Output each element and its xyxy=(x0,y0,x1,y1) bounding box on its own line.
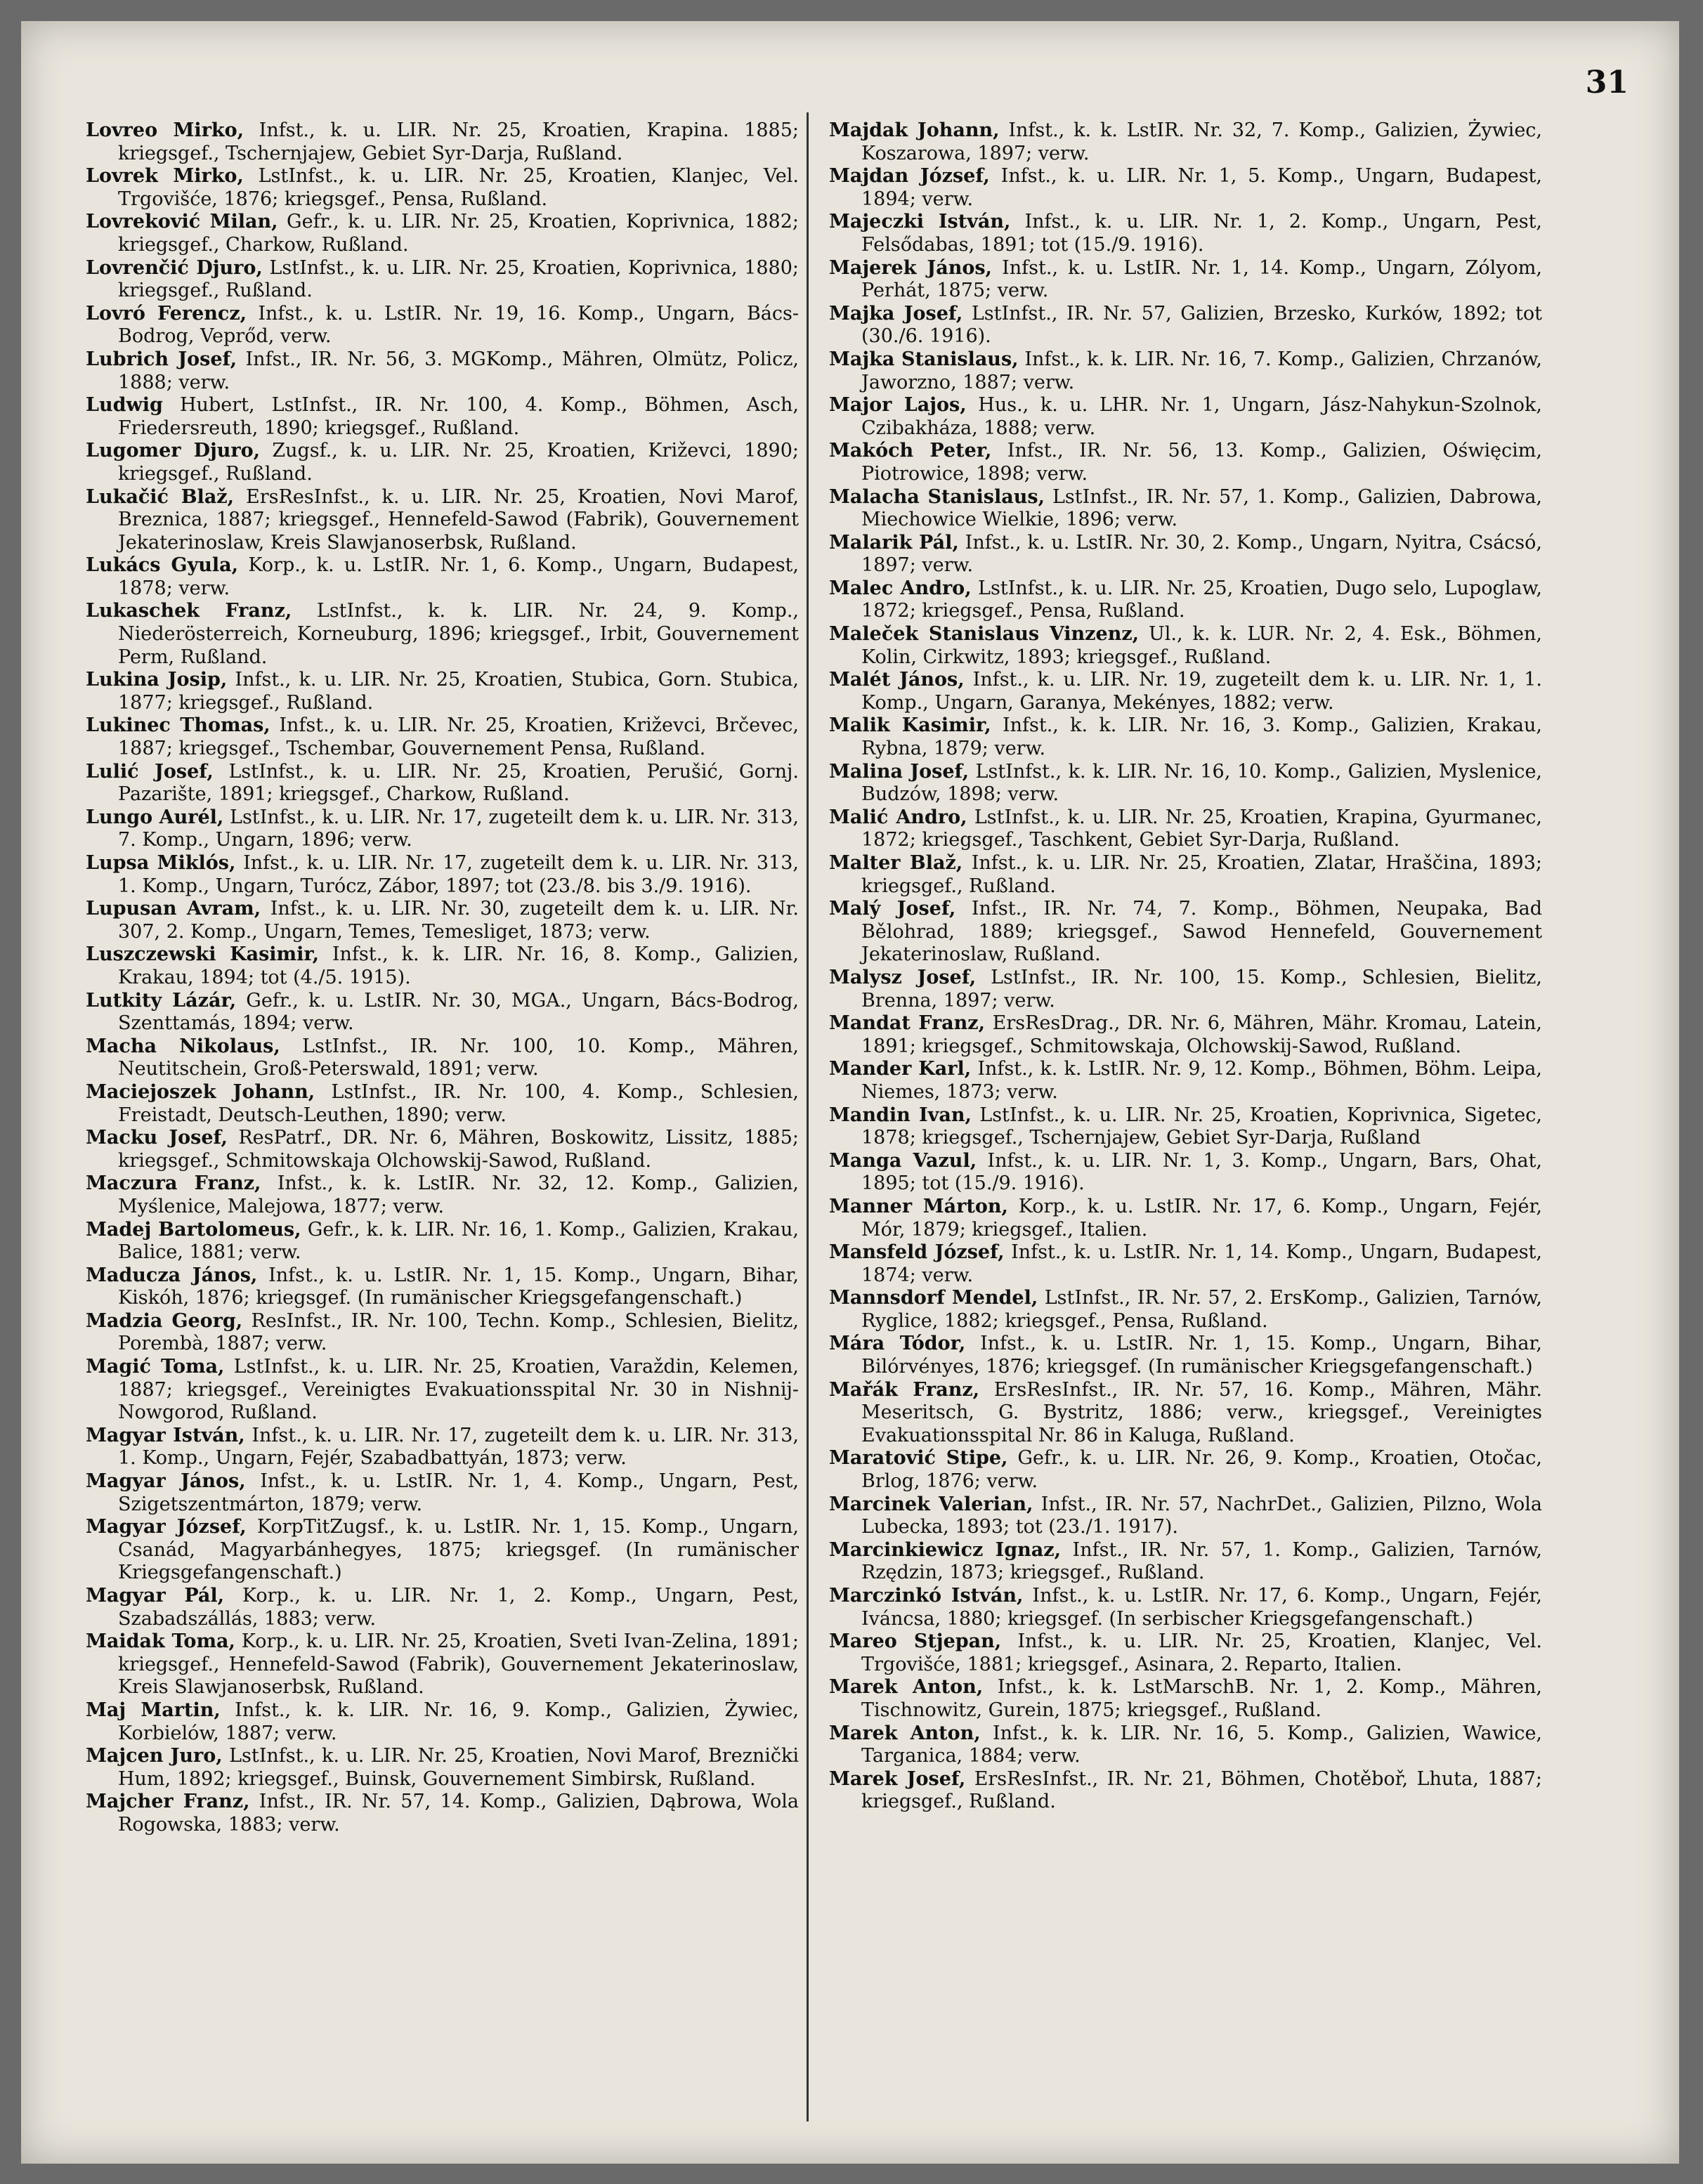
entry-details: Infst., k. k. LIR. Nr. 16, 5. Komp., Galizien, Wawice, Targanica, 1884; verw. xyxy=(861,1722,1543,1767)
register-entry xyxy=(829,1447,1542,1493)
entry-name: Mandin Ivan, xyxy=(829,1104,972,1126)
entry-name: Lukačić Blaž, xyxy=(86,485,235,508)
register-entry xyxy=(829,967,1542,1012)
entry-details: Infst., k. k. LstMarschB. Nr. 1, 2. Komp., Mähren, Tischnowitz, Gurein, 1875; kriegsgef., Rußland. xyxy=(861,1676,1542,1721)
entry-name: Ludwig xyxy=(86,394,163,417)
entry-name: Malec Andro, xyxy=(829,577,972,599)
register-entry xyxy=(829,440,1542,485)
register-entry xyxy=(86,1219,799,1264)
entry-details: Gefr., k. u. LIR. Nr. 25, Kroatien, Koprivnica, 1882; kriegsgef., Charkow, Rußland. xyxy=(118,211,799,256)
entry-details: Infst., k. u. LIR. Nr. 17, zugeteilt dem k. u. LIR. Nr. 313, 1. Komp., Ungarn, Fejér, Szabadbattyán, 1873; verw. xyxy=(118,1424,799,1470)
entry-name: Marek Anton, xyxy=(829,1722,981,1744)
register-entry xyxy=(829,1630,1542,1676)
register-entry xyxy=(829,1722,1542,1768)
entry-details: LstInfst., k. u. LIR. Nr. 25, Kroatien, Dugo selo, Lupoglaw, 1872; kriegsgef., Pensa, Rußland. xyxy=(861,577,1542,622)
entry-name: Lovrenčić Djuro, xyxy=(86,256,263,279)
register-entry xyxy=(86,761,799,806)
entry-details: Infst., k. u. LIR. Nr. 19, zugeteilt dem k. u. LIR. Nr. 1, 1. Komp., Ungarn, Garanya, Mekényes, 1882; verw. xyxy=(861,669,1542,714)
entry-name: Majeczki István, xyxy=(829,211,1011,233)
entry-name: Magyar Pál, xyxy=(86,1585,225,1607)
register-entry xyxy=(86,1081,799,1127)
entry-details: LstInfst., k. u. LIR. Nr. 25, Kroatien, Koprivnica, 1880; kriegsgef., Rußland. xyxy=(118,256,800,302)
entry-name: Makóch Peter, xyxy=(829,440,992,462)
entry-details: Infst., IR. Nr. 57, 1. Komp., Galizien, Tarnów, Rzędzin, 1873; kriegsgef., Rußland. xyxy=(861,1538,1542,1584)
entry-details: Ul., k. k. LUR. Nr. 2, 4. Esk., Böhmen, Kolin, Cirkwitz, 1893; kriegsgef., Rußland. xyxy=(861,623,1543,668)
register-entry xyxy=(86,257,799,303)
register-entry xyxy=(829,1333,1542,1378)
register-entry xyxy=(86,486,799,555)
register-entry xyxy=(86,165,799,211)
entry-details: Infst., IR. Nr. 57, NachrDet., Galizien, Pilzno, Wola Lubecka, 1893; tot (23./1. 1917). xyxy=(861,1493,1542,1538)
register-entry xyxy=(829,623,1542,669)
entry-name: Major Lajos, xyxy=(829,394,967,417)
entry-name: Majka Stanislaus, xyxy=(829,348,1019,370)
entry-name: Lulić Josef, xyxy=(86,760,214,783)
register-entry xyxy=(829,852,1542,898)
entry-name: Mára Tódor, xyxy=(829,1333,966,1355)
entry-details: ErsResInfst., IR. Nr. 21, Böhmen, Chotěboř, Lhuta, 1887; kriegsgef., Rußland. xyxy=(861,1767,1542,1813)
entry-details: LstInfst., k. u. LIR. Nr. 17, zugeteilt dem k. u. LIR. Nr. 313, 7. Komp., Ungarn, 1896; verw. xyxy=(118,806,800,851)
entry-details: Infst., k. u. LIR. Nr. 25, Kroatien, Krapina. 1885; kriegsgef., Tschernjajew, Gebiet Syr-Darja, Rußland. xyxy=(118,119,799,164)
entry-details: ErsResInfst., k. u. LIR. Nr. 25, Kroatien, Novi Marof, Breznica, 1887; kriegsgef., Hennefeld-Sawod (Fabrik), Gouvernement Jekaterinoslaw, Kreis Slawjanoserbsk, Rußland. xyxy=(118,485,799,554)
register-entry xyxy=(86,1630,799,1699)
register-entry xyxy=(829,714,1542,760)
entry-name: Lugomer Djuro, xyxy=(86,440,261,462)
entry-details: ErsResInfst., IR. Nr. 57, 16. Komp., Mähren, Mähr. Meseritsch, G. Bystritz, 1886; verw., kriegsgef., Vereinigtes Evakuationsspital Nr. 86 in Kaluga, Rußland. xyxy=(861,1378,1542,1446)
entry-name: Malić Andro, xyxy=(829,806,967,828)
entry-name: Lutkity Lázár, xyxy=(86,989,237,1012)
entry-details: Infst., k. k. LIR. Nr. 16, 3. Komp., Galizien, Krakau, Rybna, 1879; verw. xyxy=(861,714,1542,760)
entry-details: LstInfst., k. u. LIR. Nr. 25, Kroatien, Koprivnica, Sigetec, 1878; kriegsgef., Tschernjajew, Gebiet Syr-Darja, Rußland xyxy=(861,1104,1542,1149)
entry-details: Infst., k. k. LIR. Nr. 16, 8. Komp., Galizien, Krakau, 1894; tot (4./5. 1915). xyxy=(118,943,800,988)
register-entry xyxy=(86,1356,799,1425)
register-entry xyxy=(829,1585,1542,1630)
entry-details: Infst., k. u. LIR. Nr. 25, Kroatien, Klanjec, Vel. Trgovišće, 1881; kriegsgef., Asinara, 2. Reparto, Italien. xyxy=(861,1630,1542,1675)
register-entry xyxy=(86,669,799,714)
entry-details: LstInfst., k. u. LIR. Nr. 25, Kroatien, Krapina, Gyurmanec, 1872; kriegsgef., Taschkent, Gebiet Syr-Darja, Rußland. xyxy=(861,806,1542,851)
column-divider xyxy=(807,112,809,2121)
entry-details: Infst., k. u. LIR. Nr. 25, Kroatien, Stubica, Gorn. Stubica, 1877; kriegsgef., Rußland. xyxy=(118,669,800,714)
register-entry xyxy=(829,119,1542,165)
register-entry xyxy=(86,394,799,440)
entry-details: Infst., k. k. LstIR. Nr. 32, 12. Komp., Galizien, Myślenice, Malejowa, 1877; verw. xyxy=(118,1172,799,1217)
entry-name: Lungo Aurél, xyxy=(86,806,224,828)
entry-name: Malý Josef, xyxy=(829,898,956,920)
register-entry xyxy=(829,1768,1542,1814)
entry-name: Maleček Stanislaus Vinzenz, xyxy=(829,623,1140,646)
register-entry xyxy=(86,1699,799,1745)
entry-details: Korp., k. u. LstIR. Nr. 1, 6. Komp., Ungarn, Budapest, 1878; verw. xyxy=(118,554,799,599)
entry-details: Infst., k. u. LstIR. Nr. 1, 14. Komp., Ungarn, Zólyom, Perhát, 1875; verw. xyxy=(861,256,1542,302)
entry-details: Infst., k. u. LIR. Nr. 1, 3. Komp., Ungarn, Bars, Ohat, 1895; tot (15./9. 1916). xyxy=(861,1149,1542,1195)
register-entry xyxy=(86,1035,799,1081)
register-entry xyxy=(829,898,1542,967)
register-entry xyxy=(86,898,799,943)
entry-details: Infst., k. u. LstIR. Nr. 1, 4. Komp., Ungarn, Pest, Szigetszentmárton, 1879; verw. xyxy=(118,1470,799,1515)
entry-name: Mareo Stjepan, xyxy=(829,1630,1002,1653)
entry-details: Infst., k. u. LIR. Nr. 30, zugeteilt dem k. u. LIR. Nr. 307, 2. Komp., Ungarn, Temes, Temesliget, 1873; verw. xyxy=(118,898,799,943)
entry-name: Lukina Josip, xyxy=(86,669,228,691)
register-entry xyxy=(86,806,799,852)
entry-name: Mansfeld József, xyxy=(829,1241,1005,1264)
entry-name: Lovrek Mirko, xyxy=(86,165,244,188)
entry-details: ResPatrf., DR. Nr. 6, Mähren, Boskowitz, Lissitz, 1885; kriegsgef., Schmitowskaja Olchowskij-Sawod, Rußland. xyxy=(118,1127,799,1172)
left-column xyxy=(86,119,799,1837)
entry-details: Infst., k. k. LstIR. Nr. 32, 7. Komp., Galizien, Żywiec, Koszarowa, 1897; verw. xyxy=(861,119,1543,164)
entry-name: Lovreković Milan, xyxy=(86,211,278,233)
register-entry xyxy=(86,990,799,1035)
entry-name: Malacha Stanislaus, xyxy=(829,485,1045,508)
entry-details: Hus., k. u. LHR. Nr. 1, Ungarn, Jász-Nahykun-Szolnok, Czibakháza, 1888; verw. xyxy=(861,394,1542,439)
entry-details: Infst., k. u. LIR. Nr. 25, Kroatien, Zlatar, Hraščina, 1893; kriegsgef., Rußland. xyxy=(861,852,1542,897)
entry-name: Majdan József, xyxy=(829,165,990,188)
entry-name: Luszczewski Kasimir, xyxy=(86,943,320,966)
entry-details: Infst., k. u. LstIR. Nr. 19, 16. Komp., Ungarn, Bács-Bodrog, Veprőd, verw. xyxy=(118,302,799,348)
register-entry xyxy=(829,1150,1542,1196)
entry-name: Marcinek Valerian, xyxy=(829,1493,1033,1515)
entry-name: Majcen Juro, xyxy=(86,1745,223,1767)
entry-name: Malét János, xyxy=(829,669,965,691)
entry-details: Infst., k. k. LIR. Nr. 16, 9. Komp., Galizien, Żywiec, Korbielów, 1887; verw. xyxy=(118,1699,799,1744)
entry-details: Infst., k. u. LstIR. Nr. 1, 15. Komp., Ungarn, Bihar, Kiskóh, 1876; kriegsgef. (In rumänischer Kriegsgefangenschaft.) xyxy=(118,1264,799,1309)
entry-details: Infst., IR. Nr. 57, 14. Komp., Galizien, Dąbrowa, Wola Rogowska, 1883; verw. xyxy=(118,1791,799,1836)
entry-name: Magić Toma, xyxy=(86,1356,225,1378)
entry-details: Hubert, LstInfst., IR. Nr. 100, 4. Komp., Böhmen, Asch, Friedersreuth, 1890; kriegsgef., Rußland. xyxy=(118,394,799,439)
entry-name: Macha Nikolaus, xyxy=(86,1035,280,1057)
register-entry xyxy=(86,554,799,600)
entry-details: LstInfst., IR. Nr. 100, 15. Komp., Schlesien, Bielitz, Brenna, 1897; verw. xyxy=(861,966,1542,1012)
register-entry xyxy=(829,761,1542,806)
entry-details: Infst., k. u. LstIR. Nr. 1, 15. Komp., Ungarn, Bihar, Bilórvényes, 1876; kriegsgef. (In rumänischer Kriegsgefangenschaft.) xyxy=(861,1333,1542,1378)
entry-details: ErsResDrag., DR. Nr. 6, Mähren, Mähr. Kromau, Latein, 1891; kriegsgef., Schmitowskaja, Olchowskij-Sawod, Rußland. xyxy=(861,1012,1542,1057)
entry-details: Infst., k. u. LIR. Nr. 25, Kroatien, Križevci, Brčevec, 1887; kriegsgef., Tschembar, Gouvernement Pensa, Rußland. xyxy=(118,714,799,760)
entry-details: Infst., k. u. LIR. Nr. 17, zugeteilt dem k. u. LIR. Nr. 313, 1. Komp., Ungarn, Turócz, Zábor, 1897; tot (23./8. bis 3./9. 1916). xyxy=(118,852,799,897)
register-entry xyxy=(86,1791,799,1836)
entry-name: Maducza János, xyxy=(86,1264,258,1286)
register-entry xyxy=(829,486,1542,532)
entry-name: Malarik Pál, xyxy=(829,531,959,554)
register-entry xyxy=(86,1310,799,1356)
entry-name: Macku Josef, xyxy=(86,1127,228,1149)
register-entry xyxy=(829,1196,1542,1241)
entry-name: Lubrich Josef, xyxy=(86,348,237,370)
register-entry xyxy=(829,1104,1542,1150)
entry-name: Manga Vazul, xyxy=(829,1149,977,1172)
entry-name: Mandat Franz, xyxy=(829,1012,986,1035)
register-entry xyxy=(86,1172,799,1218)
entry-details: Infst., k. u. LstIR. Nr. 30, 2. Komp., Ungarn, Nyitra, Csácsó, 1897; verw. xyxy=(861,531,1542,577)
register-entry xyxy=(829,1287,1542,1333)
register-entry xyxy=(829,669,1542,714)
entry-name: Maciejoszek Johann, xyxy=(86,1080,315,1103)
entry-details: LstInfst., IR. Nr. 57, 1. Komp., Galizien, Dabrowa, Miechowice Wielkie, 1896; verw. xyxy=(861,485,1542,531)
register-entry xyxy=(86,348,799,394)
entry-name: Majerek János, xyxy=(829,256,992,279)
entry-name: Magyar József, xyxy=(86,1516,247,1538)
register-entry xyxy=(829,1241,1542,1287)
entry-name: Majcher Franz, xyxy=(86,1791,250,1813)
entry-name: Lukaschek Franz, xyxy=(86,600,292,622)
register-entry xyxy=(86,211,799,256)
entry-details: Infst., k. u. LstIR. Nr. 1, 14. Komp., Ungarn, Budapest, 1874; verw. xyxy=(861,1241,1542,1286)
entry-details: ResInfst., IR. Nr. 100, Techn. Komp., Schlesien, Bielitz, Porembà, 1887; verw. xyxy=(118,1309,799,1355)
entry-details: LstInfst., k. u. LIR. Nr. 25, Kroatien, Klanjec, Vel. Trgovišće, 1876; kriegsgef., Pensa, Rußland. xyxy=(118,165,799,210)
register-entry xyxy=(86,852,799,898)
entry-details: Zugsf., k. u. LIR. Nr. 25, Kroatien, Križevci, 1890; kriegsgef., Rußland. xyxy=(118,440,799,485)
entry-details: LstInfst., k. k. LIR. Nr. 24, 9. Komp., Niederösterreich, Korneuburg, 1896; kriegsgef., Irbit, Gouvernement Perm, Rußland. xyxy=(118,600,799,668)
register-entry xyxy=(86,1516,799,1585)
entry-details: LstInfst., k. u. LIR. Nr. 25, Kroatien, Perušić, Gornj. Pazarište, 1891; kriegsgef., Charkow, Rußland. xyxy=(118,760,799,806)
register-entry xyxy=(829,1379,1542,1448)
register-entry xyxy=(829,1493,1542,1539)
entry-name: Maj Martin, xyxy=(86,1699,221,1721)
entry-name: Mannsdorf Mendel, xyxy=(829,1287,1038,1309)
register-entry xyxy=(86,1425,799,1470)
entry-details: Infst., k. u. LstIR. Nr. 17, 6. Komp., Ungarn, Fejér, Iváncsa, 1880; kriegsgef. (In serbischer Kriegsgefangenschaft.) xyxy=(861,1585,1543,1630)
page-number: 31 xyxy=(1585,65,1629,100)
register-entry xyxy=(86,600,799,669)
register-entry xyxy=(829,1676,1542,1722)
entry-details: Gefr., k. u. LIR. Nr. 26, 9. Komp., Kroatien, Otočac, Brlog, 1876; verw. xyxy=(861,1447,1542,1493)
register-entry xyxy=(829,1058,1542,1104)
entry-details: Infst., IR. Nr. 56, 13. Komp., Galizien, Oświęcim, Piotrowice, 1898; verw. xyxy=(861,440,1542,485)
entry-details: Infst., IR. Nr. 56, 3. MGKomp., Mähren, Olmütz, Policz, 1888; verw. xyxy=(118,348,799,393)
entry-name: Lupusan Avram, xyxy=(86,898,261,920)
entry-name: Majdak Johann, xyxy=(829,119,1000,141)
entry-name: Lupsa Miklós, xyxy=(86,852,236,874)
entry-details: Korp., k. u. LIR. Nr. 1, 2. Komp., Ungarn, Pest, Szabadszállás, 1883; verw. xyxy=(118,1585,799,1630)
register-entry xyxy=(86,714,799,760)
entry-name: Malysz Josef, xyxy=(829,966,977,988)
entry-details: Gefr., k. u. LstIR. Nr. 30, MGA., Ungarn, Bács-Bodrog, Szenttamás, 1894; verw. xyxy=(118,989,799,1035)
entry-details: LstInfst., IR. Nr. 57, Galizien, Brzesko, Kurków, 1892; tot (30./6. 1916). xyxy=(861,302,1542,348)
register-entry xyxy=(829,165,1542,211)
entry-name: Marek Josef, xyxy=(829,1767,966,1790)
register-entry xyxy=(829,577,1542,623)
entry-name: Maidak Toma, xyxy=(86,1630,235,1653)
entry-details: Infst., k. k. LstIR. Nr. 9, 12. Komp., Böhmen, Böhm. Leipa, Niemes, 1873; verw. xyxy=(861,1058,1542,1103)
register-entry xyxy=(829,348,1542,394)
page xyxy=(21,21,1679,2164)
register-entry xyxy=(86,1585,799,1630)
entry-name: Malter Blaž, xyxy=(829,852,963,874)
entry-details: LstInfst., IR. Nr. 57, 2. ErsKomp., Galizien, Tarnów, Ryglice, 1882; kriegsgef., Pensa, Rußland. xyxy=(861,1287,1542,1332)
entry-name: Marcinkiewicz Ignaz, xyxy=(829,1538,1062,1561)
entry-name: Lukinec Thomas, xyxy=(86,714,270,737)
entry-name: Magyar János, xyxy=(86,1470,246,1493)
register-entry xyxy=(829,1012,1542,1058)
register-entry xyxy=(829,257,1542,303)
entry-name: Lovró Ferencz, xyxy=(86,302,247,325)
register-entry xyxy=(829,1539,1542,1585)
entry-name: Marczinkó István, xyxy=(829,1585,1024,1607)
register-entry xyxy=(829,303,1542,348)
register-entry xyxy=(86,1127,799,1172)
entry-name: Malik Kasimir, xyxy=(829,714,991,737)
entry-name: Marek Anton, xyxy=(829,1676,984,1699)
entry-details: LstInfst., k. u. LIR. Nr. 25, Kroatien, Novi Marof, Breznički Hum, 1892; kriegsgef., Buinsk, Gouvernement Simbirsk, Rußland. xyxy=(118,1745,800,1790)
register-entry xyxy=(829,806,1542,852)
entry-details: LstInfst., IR. Nr. 100, 4. Komp., Schlesien, Freistadt, Deutsch-Leuthen, 1890; verw. xyxy=(118,1080,799,1126)
register-entry xyxy=(86,303,799,348)
register-entry xyxy=(86,943,799,989)
register-entry xyxy=(86,1264,799,1310)
register-entry xyxy=(86,1470,799,1516)
right-column xyxy=(829,119,1542,1814)
entry-name: Mander Karl, xyxy=(829,1058,972,1080)
entry-details: Korp., k. u. LIR. Nr. 25, Kroatien, Sveti Ivan-Zelina, 1891; kriegsgef., Hennefeld-Sawod (Fabrik), Gouvernement Jekaterinoslaw, Kreis Slawjanoserbsk, Rußland. xyxy=(118,1630,799,1699)
register-entry xyxy=(86,440,799,485)
entry-name: Lukács Gyula, xyxy=(86,554,239,577)
entry-name: Maczura Franz, xyxy=(86,1172,261,1195)
entry-name: Lovreo Mirko, xyxy=(86,119,244,141)
entry-details: Infst., k. u. LIR. Nr. 1, 2. Komp., Ungarn, Pest, Felsődabas, 1891; tot (15./9. 1916). xyxy=(861,211,1542,256)
register-entry xyxy=(829,394,1542,440)
register-entry xyxy=(86,1745,799,1791)
entry-name: Maratović Stipe, xyxy=(829,1447,1008,1470)
entry-details: Infst., k. k. LIR. Nr. 16, 7. Komp., Galizien, Chrzanów, Jaworzno, 1887; verw. xyxy=(861,348,1542,393)
entry-details: LstInfst., k. k. LIR. Nr. 16, 10. Komp., Galizien, Myslenice, Budzów, 1898; verw. xyxy=(861,760,1543,806)
entry-name: Malina Josef, xyxy=(829,760,969,783)
entry-details: Infst., k. u. LIR. Nr. 1, 5. Komp., Ungarn, Budapest, 1894; verw. xyxy=(861,165,1542,210)
register-entry xyxy=(86,119,799,165)
entry-name: Majka Josef, xyxy=(829,302,963,325)
entry-name: Madej Bartolomeus, xyxy=(86,1218,301,1241)
entry-details: KorpTitZugsf., k. u. LstIR. Nr. 1, 15. Komp., Ungarn, Csanád, Magyarbánhegyes, 1875; kriegsgef. (In rumänischer Kriegsgefangenschaft.) xyxy=(118,1516,799,1584)
entry-details: LstInfst., IR. Nr. 100, 10. Komp., Mähren, Neutitschein, Groß-Peterswald, 1891; verw. xyxy=(118,1035,800,1080)
register-entry xyxy=(829,211,1542,256)
entry-details: Korp., k. u. LstIR. Nr. 17, 6. Komp., Ungarn, Fejér, Mór, 1879; kriegsgef., Italien. xyxy=(861,1195,1542,1241)
entry-details: Infst., IR. Nr. 74, 7. Komp., Böhmen, Neupaka, Bad Bělohrad, 1889; kriegsgef., Sawod Hennefeld, Gouvernement Jekaterinoslaw, Rußland. xyxy=(861,898,1542,966)
entry-details: Gefr., k. k. LIR. Nr. 16, 1. Komp., Galizien, Krakau, Balice, 1881; verw. xyxy=(118,1218,799,1264)
entry-name: Manner Márton, xyxy=(829,1195,1008,1217)
entry-details: LstInfst., k. u. LIR. Nr. 25, Kroatien, Varaždin, Kelemen, 1887; kriegsgef., Vereinigtes Evakuationsspital Nr. 30 in Nishnij-Nowgorod, Rußland. xyxy=(118,1356,800,1424)
register-entry xyxy=(829,532,1542,577)
entry-name: Mařák Franz, xyxy=(829,1378,980,1401)
entry-name: Madzia Georg, xyxy=(86,1309,243,1332)
entry-name: Magyar István, xyxy=(86,1424,245,1446)
